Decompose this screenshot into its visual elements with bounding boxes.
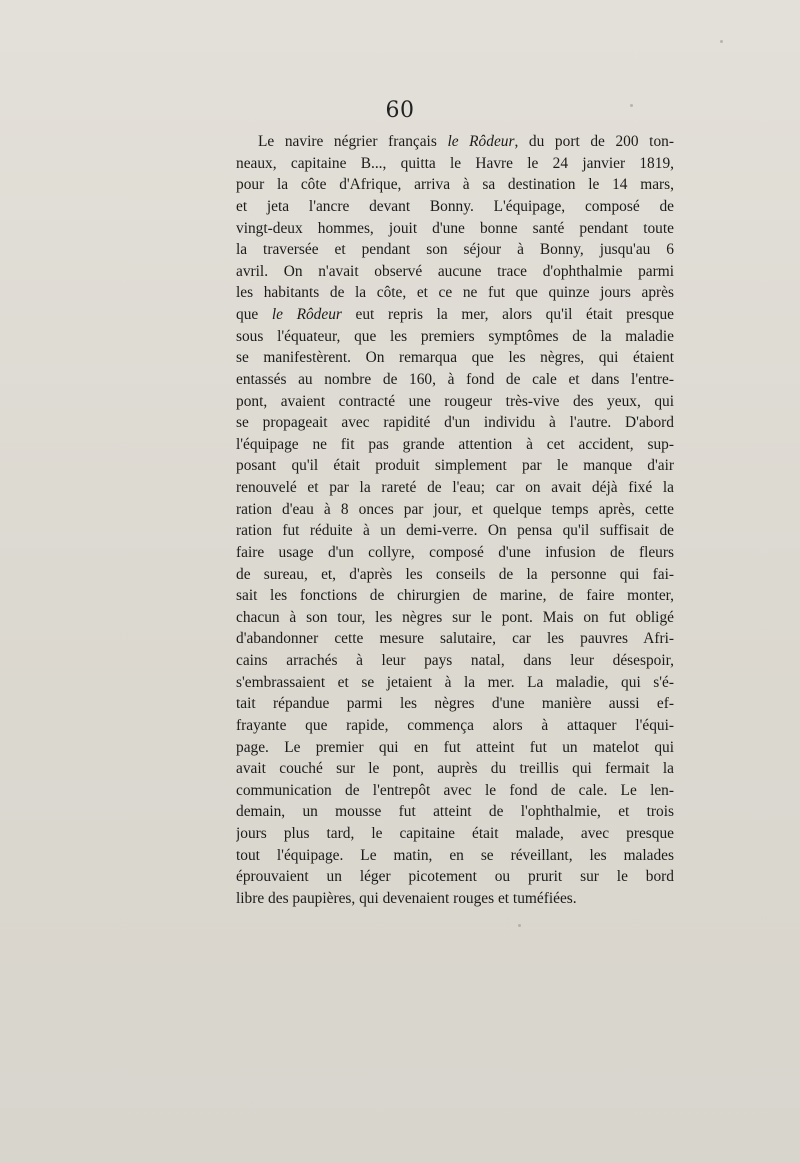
text-line: de sureau, et, d'après les conseils de la personne qui fai-: [236, 565, 674, 583]
text-line: Le navire négrier français le Rôdeur, du port de 200 ton-: [258, 133, 674, 150]
text-line: d'abandonner cette mesure salutaire, car les pauvres Afri-: [236, 630, 674, 648]
text-line: tait répandue parmi les nègres d'une manière aussi ef-: [236, 695, 674, 713]
text-line: avait couché sur le pont, auprès du treillis qui fermait la: [236, 760, 674, 778]
page-number: 60: [385, 98, 415, 123]
body-paragraph: [236, 131, 674, 910]
text-line: et jeta l'ancre devant Bonny. L'équipage, composé de: [236, 197, 674, 215]
text-line: vingt-deux hommes, jouit d'une bonne santé pendant toute: [236, 219, 674, 237]
text-line: pour la côte d'Afrique, arriva à sa destination le 14 mars,: [236, 176, 674, 194]
text-line: libre des paupières, qui devenaient rouges et tuméfiées.: [236, 889, 577, 907]
paper-speck: [518, 924, 521, 927]
text-line: les habitants de la côte, et ce ne fut que quinze jours après: [236, 284, 674, 302]
text-line: ration fut réduite à un demi-verre. On pensa qu'il suffisait de: [236, 522, 674, 540]
text-line: ration d'eau à 8 onces par jour, et quelque temps après, cette: [236, 500, 674, 518]
text-line: cains arrachés à leur pays natal, dans leur désespoir,: [236, 652, 674, 669]
text-line: que le Rôdeur eut repris la mer, alors qu'il était presque: [236, 306, 674, 323]
text-line: pont, avaient contracté une rougeur très-vive des yeux, qui: [236, 392, 674, 410]
text-line: se manifestèrent. On remarqua que les nègres, qui étaient: [236, 349, 674, 367]
text-line: sait les fonctions de chirurgien de marine, de faire monter,: [236, 587, 674, 605]
text-line: la traversée et pendant son séjour à Bonny, jusqu'au 6: [236, 241, 674, 259]
paper-speck: [630, 104, 633, 107]
text-line: avril. On n'avait observé aucune trace d'ophthalmie parmi: [236, 262, 674, 280]
text-line: communication de l'entrepôt avec le fond de cale. Le len-: [236, 781, 674, 799]
text-line: page. Le premier qui en fut atteint fut un matelot qui: [236, 738, 674, 756]
text-line: posant qu'il était produit simplement par le manque d'air: [236, 457, 674, 475]
text-line: frayante que rapide, commença alors à attaquer l'équi-: [236, 716, 674, 734]
text-line: renouvelé et par la rareté de l'eau; car on avait déjà fixé la: [236, 479, 674, 496]
text-line: éprouvaient un léger picotement ou prurit sur le bord: [236, 868, 674, 886]
text-line: entassés au nombre de 160, à fond de cale et dans l'entre-: [236, 370, 674, 388]
ship-name: le Rôdeur: [271, 306, 342, 323]
text-line: neaux, capitaine B..., quitta le Havre le 24 janvier 1819,: [236, 154, 674, 172]
text-line: demain, un mousse fut atteint de l'ophthalmie, et trois: [236, 803, 674, 821]
ship-name: le Rôdeur: [447, 133, 515, 150]
text-line: sous l'équateur, que les premiers symptômes de la maladie: [236, 327, 674, 345]
text-line: tout l'équipage. Le matin, en se réveillant, les malades: [236, 846, 674, 864]
text-line: l'équipage ne fit pas grande attention à cet accident, sup-: [236, 435, 674, 453]
text-line: faire usage d'un collyre, composé d'une infusion de fleurs: [236, 543, 674, 561]
text-line: s'embrassaient et se jetaient à la mer. La maladie, qui s'é-: [236, 673, 674, 691]
text-line: chacun à son tour, les nègres sur le pont. Mais on fut obligé: [236, 608, 674, 626]
text-line: se propageait avec rapidité d'un individu à l'autre. D'abord: [236, 414, 674, 432]
paper-speck: [720, 40, 723, 43]
text-line: jours plus tard, le capitaine était malade, avec presque: [236, 825, 674, 842]
